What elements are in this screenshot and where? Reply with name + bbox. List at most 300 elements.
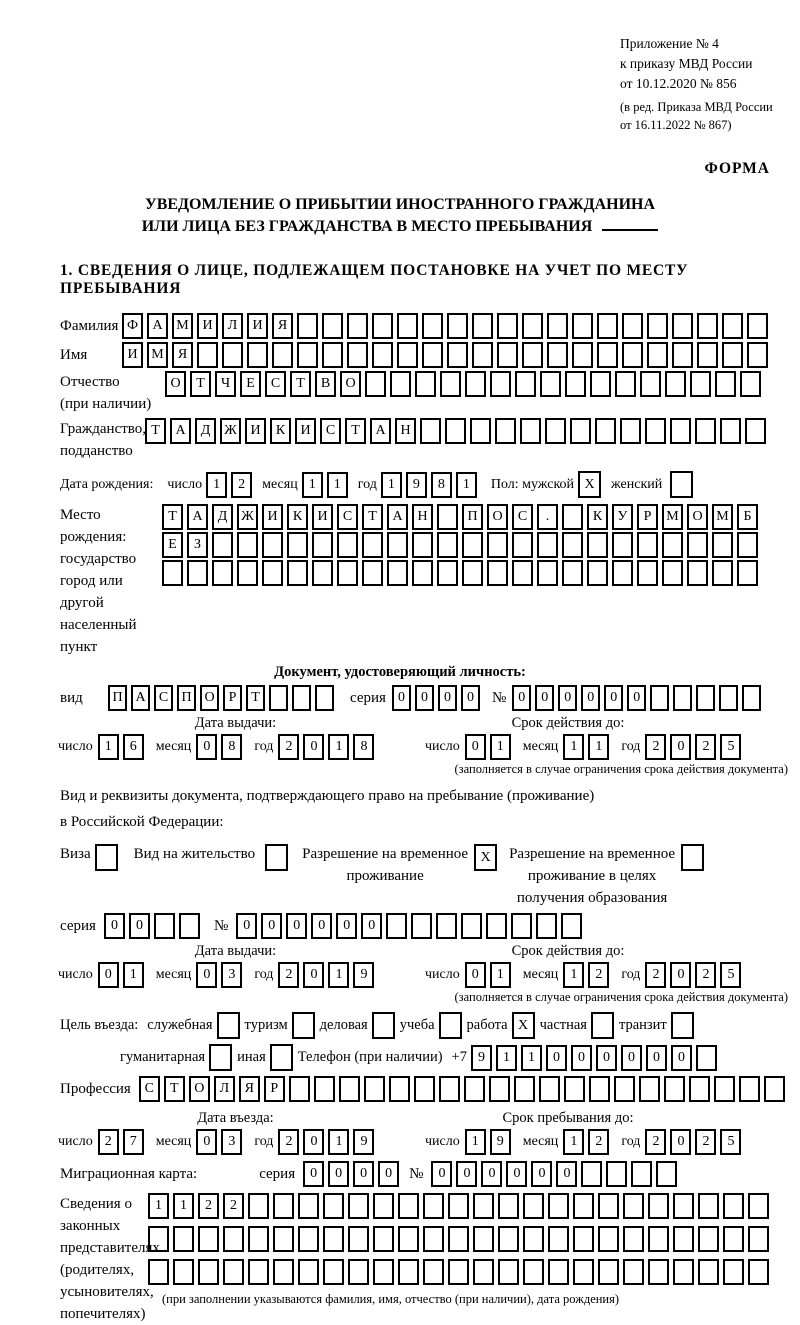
char-cell-filled[interactable]: Е — [240, 371, 261, 397]
char-cell-empty[interactable] — [614, 1076, 635, 1102]
char-cell-filled[interactable]: Б — [737, 504, 758, 530]
char-cell-empty[interactable] — [339, 1076, 360, 1102]
char-cell-empty[interactable] — [747, 313, 768, 339]
char-cell-empty[interactable] — [612, 532, 633, 558]
char-cell-filled[interactable]: Т — [246, 685, 265, 711]
char-cell-filled[interactable]: Т — [162, 504, 183, 530]
char-cell-empty[interactable] — [386, 913, 407, 939]
char-cell-filled[interactable]: Р — [264, 1076, 285, 1102]
char-cell-empty[interactable] — [372, 313, 393, 339]
char-cell-filled[interactable]: И — [262, 504, 283, 530]
char-cell-empty[interactable] — [362, 532, 383, 558]
char-cell-empty[interactable] — [423, 1259, 444, 1285]
char-cell-empty[interactable] — [648, 1226, 669, 1252]
char-cell-empty[interactable] — [398, 1259, 419, 1285]
char-cell-filled[interactable]: 1 — [521, 1045, 542, 1071]
char-cell-empty[interactable] — [298, 1259, 319, 1285]
char-cell-empty[interactable] — [647, 342, 668, 368]
char-cell-empty[interactable] — [672, 342, 693, 368]
char-cell-empty[interactable] — [173, 1226, 194, 1252]
char-cell-empty[interactable] — [292, 685, 311, 711]
char-cell-empty[interactable] — [414, 1076, 435, 1102]
char-cell-empty[interactable] — [262, 560, 283, 586]
char-cell-empty[interactable] — [598, 1259, 619, 1285]
char-cell-empty[interactable] — [462, 560, 483, 586]
char-cell-empty[interactable] — [411, 913, 432, 939]
char-cell-filled[interactable]: 8 — [431, 472, 452, 498]
char-cell-filled[interactable]: 1 — [563, 734, 584, 760]
char-cell-empty[interactable] — [270, 1044, 293, 1071]
char-cell-filled[interactable]: Я — [272, 313, 293, 339]
char-cell-filled[interactable]: 0 — [303, 734, 324, 760]
char-cell-empty[interactable] — [439, 1012, 462, 1039]
char-cell-empty[interactable] — [687, 532, 708, 558]
char-cell-empty[interactable] — [315, 685, 334, 711]
char-cell-filled[interactable]: 0 — [535, 685, 554, 711]
char-cell-empty[interactable] — [173, 1259, 194, 1285]
char-cell-empty[interactable] — [540, 371, 561, 397]
char-cell-empty[interactable] — [362, 560, 383, 586]
char-cell-filled[interactable]: С — [154, 685, 173, 711]
char-cell-empty[interactable] — [696, 685, 715, 711]
char-cell-filled[interactable]: 2 — [645, 962, 666, 988]
char-cell-empty[interactable] — [447, 313, 468, 339]
char-cell-empty[interactable] — [387, 532, 408, 558]
char-cell-empty[interactable] — [248, 1226, 269, 1252]
char-cell-filled[interactable]: А — [387, 504, 408, 530]
char-cell-empty[interactable] — [548, 1226, 569, 1252]
char-cell-empty[interactable] — [373, 1259, 394, 1285]
char-cell-empty[interactable] — [248, 1193, 269, 1219]
char-cell-empty[interactable] — [289, 1076, 310, 1102]
char-cell-filled[interactable]: 0 — [196, 1129, 217, 1155]
char-cell-filled[interactable]: И — [312, 504, 333, 530]
char-cell-empty[interactable] — [622, 342, 643, 368]
char-cell-empty[interactable] — [448, 1259, 469, 1285]
char-cell-empty[interactable] — [497, 342, 518, 368]
char-cell-empty[interactable] — [262, 532, 283, 558]
char-cell-filled[interactable]: 0 — [546, 1045, 567, 1071]
char-cell-empty[interactable] — [512, 560, 533, 586]
char-cell-empty[interactable] — [548, 1193, 569, 1219]
char-cell-empty[interactable] — [672, 313, 693, 339]
char-cell-filled[interactable]: И — [197, 313, 218, 339]
char-cell-filled[interactable]: 9 — [471, 1045, 492, 1071]
char-cell-empty[interactable] — [498, 1259, 519, 1285]
char-cell-filled[interactable]: 1 — [381, 472, 402, 498]
char-cell-empty[interactable] — [587, 532, 608, 558]
char-cell-filled[interactable]: К — [587, 504, 608, 530]
char-cell-filled[interactable]: 0 — [361, 913, 382, 939]
char-cell-filled[interactable]: 2 — [695, 962, 716, 988]
char-cell-empty[interactable] — [212, 532, 233, 558]
char-cell-empty[interactable] — [740, 371, 761, 397]
char-cell-empty[interactable] — [154, 913, 175, 939]
char-cell-filled[interactable]: 0 — [104, 913, 125, 939]
char-cell-empty[interactable] — [640, 371, 661, 397]
char-cell-filled[interactable]: 0 — [196, 734, 217, 760]
char-cell-empty[interactable] — [696, 1045, 717, 1071]
char-cell-empty[interactable] — [698, 1193, 719, 1219]
char-cell-empty[interactable] — [348, 1193, 369, 1219]
char-cell-empty[interactable] — [523, 1259, 544, 1285]
char-cell-empty[interactable] — [698, 1226, 719, 1252]
char-cell-filled[interactable]: 0 — [303, 1161, 324, 1187]
char-cell-empty[interactable] — [465, 371, 486, 397]
char-cell-empty[interactable] — [523, 1226, 544, 1252]
char-cell-empty[interactable] — [422, 313, 443, 339]
char-cell-empty[interactable] — [723, 1226, 744, 1252]
char-cell-filled[interactable]: 0 — [392, 685, 411, 711]
char-cell-filled[interactable]: М — [662, 504, 683, 530]
char-cell-filled[interactable]: 2 — [198, 1193, 219, 1219]
char-cell-empty[interactable] — [712, 560, 733, 586]
char-cell-filled[interactable]: 1 — [98, 734, 119, 760]
char-cell-empty[interactable] — [223, 1226, 244, 1252]
char-cell-empty[interactable] — [564, 1076, 585, 1102]
char-cell-empty[interactable] — [95, 844, 118, 871]
char-cell-filled[interactable]: У — [612, 504, 633, 530]
char-cell-empty[interactable] — [398, 1193, 419, 1219]
char-cell-empty[interactable] — [587, 560, 608, 586]
char-cell-empty[interactable] — [715, 371, 736, 397]
char-cell-empty[interactable] — [522, 313, 543, 339]
char-cell-filled[interactable]: 2 — [278, 962, 299, 988]
char-cell-empty[interactable] — [623, 1193, 644, 1219]
char-cell-filled[interactable]: А — [370, 418, 391, 444]
char-cell-empty[interactable] — [247, 342, 268, 368]
char-cell-empty[interactable] — [473, 1226, 494, 1252]
char-cell-filled[interactable]: Р — [637, 504, 658, 530]
char-cell-filled[interactable]: 1 — [563, 962, 584, 988]
char-cell-empty[interactable] — [637, 532, 658, 558]
char-cell-empty[interactable] — [722, 342, 743, 368]
char-cell-filled[interactable]: 0 — [461, 685, 480, 711]
char-cell-empty[interactable] — [273, 1226, 294, 1252]
char-cell-filled[interactable]: А — [147, 313, 168, 339]
char-cell-filled[interactable]: М — [172, 313, 193, 339]
char-cell-empty[interactable] — [412, 560, 433, 586]
char-cell-empty[interactable] — [656, 1161, 677, 1187]
char-cell-empty[interactable] — [314, 1076, 335, 1102]
char-cell-empty[interactable] — [536, 913, 557, 939]
char-cell-empty[interactable] — [572, 342, 593, 368]
char-cell-empty[interactable] — [287, 532, 308, 558]
char-cell-empty[interactable] — [464, 1076, 485, 1102]
char-cell-empty[interactable] — [622, 313, 643, 339]
char-cell-filled[interactable]: 0 — [670, 962, 691, 988]
char-cell-empty[interactable] — [662, 532, 683, 558]
char-cell-filled[interactable]: 0 — [353, 1161, 374, 1187]
char-cell-filled[interactable]: И — [295, 418, 316, 444]
char-cell-filled[interactable]: 3 — [221, 962, 242, 988]
char-cell-filled[interactable]: 2 — [588, 962, 609, 988]
char-cell-empty[interactable] — [637, 560, 658, 586]
char-cell-empty[interactable] — [514, 1076, 535, 1102]
char-cell-empty[interactable] — [187, 560, 208, 586]
char-cell-empty[interactable] — [562, 560, 583, 586]
char-cell-filled[interactable]: 2 — [695, 1129, 716, 1155]
char-cell-filled[interactable]: 9 — [490, 1129, 511, 1155]
char-cell-empty[interactable] — [581, 1161, 602, 1187]
char-cell-empty[interactable] — [670, 418, 691, 444]
char-cell-filled[interactable]: А — [170, 418, 191, 444]
char-cell-empty[interactable] — [512, 532, 533, 558]
char-cell-filled[interactable]: 2 — [278, 734, 299, 760]
char-cell-filled[interactable]: Л — [214, 1076, 235, 1102]
char-cell-filled[interactable]: 0 — [481, 1161, 502, 1187]
char-cell-filled[interactable]: 0 — [670, 1129, 691, 1155]
char-cell-empty[interactable] — [212, 560, 233, 586]
char-cell-filled[interactable]: 0 — [512, 685, 531, 711]
char-cell-empty[interactable] — [197, 342, 218, 368]
char-cell-filled[interactable]: 0 — [431, 1161, 452, 1187]
char-cell-empty[interactable] — [537, 532, 558, 558]
char-cell-empty[interactable] — [689, 1076, 710, 1102]
char-cell-empty[interactable] — [523, 1193, 544, 1219]
char-cell-filled[interactable]: 0 — [465, 962, 486, 988]
char-cell-filled[interactable]: 0 — [336, 913, 357, 939]
char-cell-filled[interactable]: Т — [290, 371, 311, 397]
char-cell-empty[interactable] — [347, 313, 368, 339]
char-cell-filled[interactable]: А — [131, 685, 150, 711]
char-cell-empty[interactable] — [650, 685, 669, 711]
char-cell-filled[interactable]: 8 — [353, 734, 374, 760]
char-cell-filled[interactable]: П — [108, 685, 127, 711]
char-cell-filled[interactable]: М — [147, 342, 168, 368]
char-cell-empty[interactable] — [265, 844, 288, 871]
char-cell-empty[interactable] — [647, 313, 668, 339]
char-cell-filled[interactable]: 0 — [671, 1045, 692, 1071]
char-cell-empty[interactable] — [223, 1259, 244, 1285]
char-cell-empty[interactable] — [723, 1193, 744, 1219]
char-cell-filled[interactable]: 1 — [563, 1129, 584, 1155]
char-cell-filled[interactable]: X — [474, 844, 497, 871]
char-cell-empty[interactable] — [561, 913, 582, 939]
char-cell-empty[interactable] — [695, 418, 716, 444]
char-cell-filled[interactable]: 0 — [456, 1161, 477, 1187]
char-cell-empty[interactable] — [589, 1076, 610, 1102]
char-cell-empty[interactable] — [562, 504, 583, 530]
char-cell-filled[interactable]: 5 — [720, 962, 741, 988]
char-cell-empty[interactable] — [217, 1012, 240, 1039]
char-cell-filled[interactable]: 0 — [236, 913, 257, 939]
char-cell-empty[interactable] — [591, 1012, 614, 1039]
char-cell-empty[interactable] — [620, 418, 641, 444]
char-cell-filled[interactable]: 2 — [645, 1129, 666, 1155]
char-cell-empty[interactable] — [312, 560, 333, 586]
char-cell-empty[interactable] — [437, 532, 458, 558]
char-cell-filled[interactable]: 1 — [327, 472, 348, 498]
char-cell-filled[interactable]: О — [189, 1076, 210, 1102]
char-cell-empty[interactable] — [673, 1193, 694, 1219]
char-cell-filled[interactable]: 0 — [571, 1045, 592, 1071]
char-cell-empty[interactable] — [423, 1193, 444, 1219]
char-cell-empty[interactable] — [365, 371, 386, 397]
char-cell-empty[interactable] — [497, 313, 518, 339]
char-cell-empty[interactable] — [436, 913, 457, 939]
char-cell-empty[interactable] — [723, 1259, 744, 1285]
char-cell-filled[interactable]: 0 — [646, 1045, 667, 1071]
char-cell-empty[interactable] — [461, 913, 482, 939]
char-cell-filled[interactable]: Д — [195, 418, 216, 444]
char-cell-filled[interactable]: Я — [239, 1076, 260, 1102]
char-cell-empty[interactable] — [572, 313, 593, 339]
char-cell-empty[interactable] — [539, 1076, 560, 1102]
char-cell-empty[interactable] — [337, 532, 358, 558]
char-cell-filled[interactable]: Д — [212, 504, 233, 530]
char-cell-filled[interactable]: С — [337, 504, 358, 530]
char-cell-empty[interactable] — [570, 418, 591, 444]
char-cell-filled[interactable]: 0 — [261, 913, 282, 939]
char-cell-filled[interactable]: 1 — [490, 962, 511, 988]
char-cell-filled[interactable]: Р — [223, 685, 242, 711]
char-cell-filled[interactable]: 1 — [123, 962, 144, 988]
char-cell-empty[interactable] — [387, 560, 408, 586]
char-cell-empty[interactable] — [237, 560, 258, 586]
char-cell-filled[interactable]: О — [687, 504, 708, 530]
char-cell-empty[interactable] — [397, 313, 418, 339]
char-cell-empty[interactable] — [573, 1226, 594, 1252]
char-cell-filled[interactable]: Ф — [122, 313, 143, 339]
char-cell-filled[interactable]: 0 — [670, 734, 691, 760]
char-cell-empty[interactable] — [448, 1226, 469, 1252]
char-cell-empty[interactable] — [398, 1226, 419, 1252]
char-cell-filled[interactable]: 0 — [311, 913, 332, 939]
char-cell-filled[interactable]: 1 — [148, 1193, 169, 1219]
char-cell-filled[interactable]: 0 — [596, 1045, 617, 1071]
char-cell-filled[interactable]: 9 — [406, 472, 427, 498]
char-cell-empty[interactable] — [737, 532, 758, 558]
char-cell-filled[interactable]: Л — [222, 313, 243, 339]
char-cell-filled[interactable]: 0 — [627, 685, 646, 711]
char-cell-empty[interactable] — [272, 342, 293, 368]
char-cell-empty[interactable] — [322, 313, 343, 339]
char-cell-empty[interactable] — [148, 1226, 169, 1252]
char-cell-empty[interactable] — [473, 1259, 494, 1285]
char-cell-empty[interactable] — [681, 844, 704, 871]
char-cell-empty[interactable] — [623, 1226, 644, 1252]
char-cell-empty[interactable] — [490, 371, 511, 397]
char-cell-filled[interactable]: О — [165, 371, 186, 397]
char-cell-empty[interactable] — [739, 1076, 760, 1102]
char-cell-filled[interactable]: О — [340, 371, 361, 397]
char-cell-empty[interactable] — [598, 1226, 619, 1252]
char-cell-filled[interactable]: 5 — [720, 1129, 741, 1155]
char-cell-empty[interactable] — [372, 1012, 395, 1039]
char-cell-filled[interactable]: 0 — [98, 962, 119, 988]
char-cell-empty[interactable] — [148, 1259, 169, 1285]
char-cell-empty[interactable] — [548, 1259, 569, 1285]
char-cell-empty[interactable] — [273, 1259, 294, 1285]
char-cell-filled[interactable]: Ж — [237, 504, 258, 530]
char-cell-filled[interactable]: 1 — [328, 734, 349, 760]
char-cell-empty[interactable] — [312, 532, 333, 558]
char-cell-filled[interactable]: 1 — [456, 472, 477, 498]
char-cell-filled[interactable]: 1 — [496, 1045, 517, 1071]
char-cell-filled[interactable]: 2 — [231, 472, 252, 498]
char-cell-empty[interactable] — [292, 1012, 315, 1039]
char-cell-empty[interactable] — [287, 560, 308, 586]
char-cell-empty[interactable] — [648, 1259, 669, 1285]
char-cell-filled[interactable]: П — [177, 685, 196, 711]
char-cell-empty[interactable] — [639, 1076, 660, 1102]
char-cell-empty[interactable] — [420, 418, 441, 444]
char-cell-filled[interactable]: 0 — [303, 962, 324, 988]
char-cell-filled[interactable]: 0 — [286, 913, 307, 939]
char-cell-empty[interactable] — [673, 685, 692, 711]
char-cell-filled[interactable]: 0 — [196, 962, 217, 988]
char-cell-filled[interactable]: З — [187, 532, 208, 558]
char-cell-empty[interactable] — [472, 342, 493, 368]
char-cell-empty[interactable] — [397, 342, 418, 368]
char-cell-empty[interactable] — [748, 1193, 769, 1219]
char-cell-empty[interactable] — [209, 1044, 232, 1071]
char-cell-empty[interactable] — [671, 1012, 694, 1039]
char-cell-empty[interactable] — [511, 913, 532, 939]
char-cell-empty[interactable] — [487, 532, 508, 558]
char-cell-filled[interactable]: Ж — [220, 418, 241, 444]
char-cell-empty[interactable] — [472, 313, 493, 339]
char-cell-filled[interactable]: А — [187, 504, 208, 530]
char-cell-filled[interactable]: 0 — [415, 685, 434, 711]
char-cell-filled[interactable]: Т — [345, 418, 366, 444]
char-cell-filled[interactable]: 9 — [353, 962, 374, 988]
char-cell-filled[interactable]: Н — [412, 504, 433, 530]
char-cell-empty[interactable] — [269, 685, 288, 711]
char-cell-empty[interactable] — [673, 1226, 694, 1252]
char-cell-empty[interactable] — [547, 313, 568, 339]
char-cell-empty[interactable] — [248, 1259, 269, 1285]
char-cell-empty[interactable] — [470, 418, 491, 444]
char-cell-empty[interactable] — [722, 313, 743, 339]
char-cell-filled[interactable]: 0 — [438, 685, 457, 711]
char-cell-empty[interactable] — [537, 560, 558, 586]
char-cell-empty[interactable] — [562, 532, 583, 558]
char-cell-empty[interactable] — [764, 1076, 785, 1102]
char-cell-empty[interactable] — [687, 560, 708, 586]
char-cell-empty[interactable] — [298, 1226, 319, 1252]
char-cell-empty[interactable] — [473, 1193, 494, 1219]
char-cell-empty[interactable] — [297, 342, 318, 368]
char-cell-empty[interactable] — [623, 1259, 644, 1285]
char-cell-empty[interactable] — [495, 418, 516, 444]
char-cell-empty[interactable] — [719, 685, 738, 711]
char-cell-empty[interactable] — [389, 1076, 410, 1102]
char-cell-empty[interactable] — [390, 371, 411, 397]
char-cell-empty[interactable] — [298, 1193, 319, 1219]
char-cell-empty[interactable] — [595, 418, 616, 444]
char-cell-empty[interactable] — [612, 560, 633, 586]
char-cell-empty[interactable] — [697, 313, 718, 339]
char-cell-filled[interactable]: 1 — [206, 472, 227, 498]
char-cell-empty[interactable] — [547, 342, 568, 368]
char-cell-empty[interactable] — [439, 1076, 460, 1102]
char-cell-empty[interactable] — [645, 418, 666, 444]
char-cell-empty[interactable] — [348, 1259, 369, 1285]
char-cell-empty[interactable] — [606, 1161, 627, 1187]
char-cell-empty[interactable] — [437, 560, 458, 586]
char-cell-filled[interactable]: О — [200, 685, 219, 711]
char-cell-empty[interactable] — [748, 1226, 769, 1252]
char-cell-filled[interactable]: 0 — [581, 685, 600, 711]
char-cell-empty[interactable] — [373, 1193, 394, 1219]
char-cell-filled[interactable]: 0 — [621, 1045, 642, 1071]
char-cell-empty[interactable] — [498, 1193, 519, 1219]
char-cell-empty[interactable] — [597, 313, 618, 339]
char-cell-filled[interactable]: X — [512, 1012, 535, 1039]
char-cell-empty[interactable] — [615, 371, 636, 397]
